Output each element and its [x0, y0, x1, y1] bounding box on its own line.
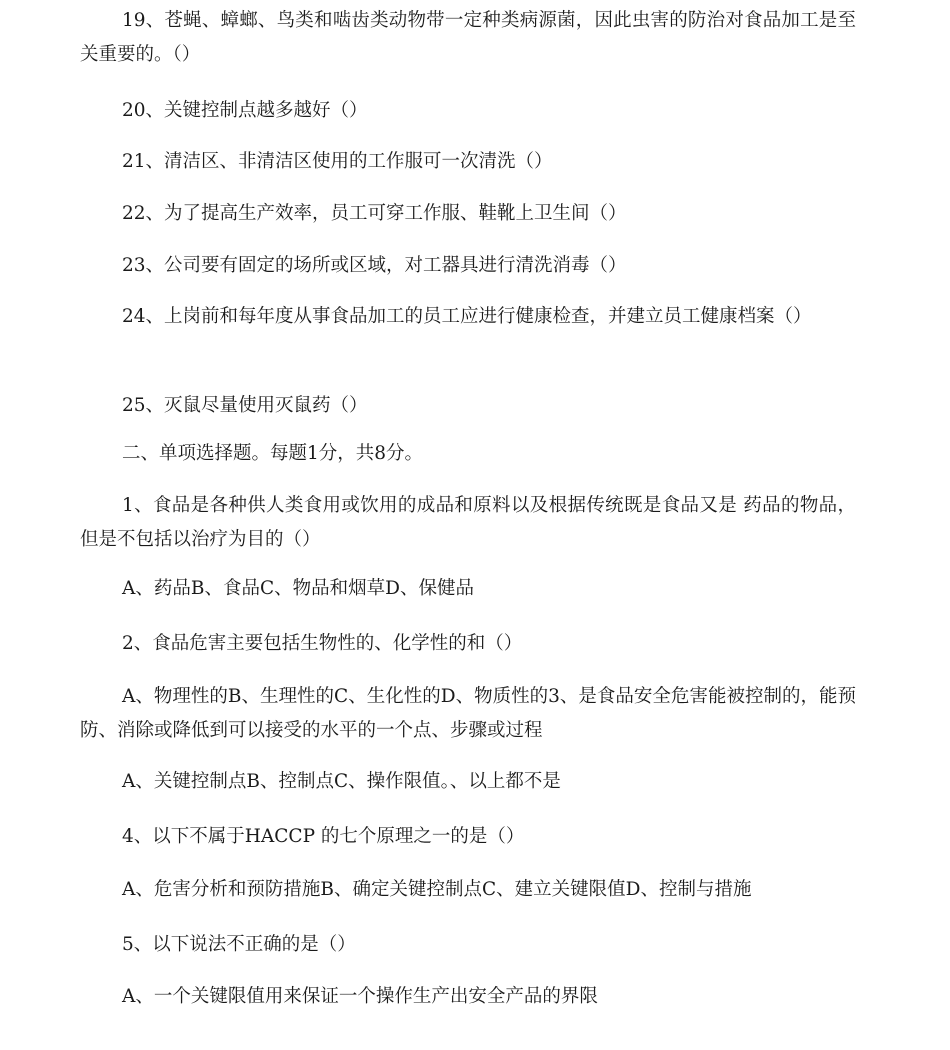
choice-options-1: A、药品B、食品C、物品和烟草D、保健品 [122, 578, 474, 599]
choice-question-2: 2、食品危害主要包括生物性的、化学性的和（） [122, 633, 523, 654]
question-25: 25、灭鼠尽量使用灭鼠药（） [122, 395, 368, 416]
choice-options-4: A、危害分析和预防措施B、确定关键控制点C、建立关键限值D、控制与措施 [122, 879, 752, 900]
question-21: 21、清洁区、非清洁区使用的工作服可一次清洗（） [122, 151, 553, 172]
choice-question-5: 5、以下说法不正确的是（） [122, 934, 356, 955]
question-22: 22、为了提高生产效率，员工可穿工作服、鞋靴上卫生间（） [122, 203, 627, 224]
question-19: 19、苍蝇、蟑螂、鸟类和啮齿类动物带一定种类病源菌，因此虫害的防治对食品加工是至关重要的。（） [80, 10, 856, 65]
question-24: 24、上岗前和每年度从事食品加工的员工应进行健康检查，并建立员工健康档案（） [122, 306, 812, 327]
question-20: 20、关键控制点越多越好（） [122, 100, 368, 121]
choice-options-3: A、关键控制点B、控制点C、操作限值。、以上都不是 [122, 771, 561, 792]
choice-options-2: A、物理性的B、生理性的C、生化性的D、物质性的3、是食品安全危害能被控制的，能预防、消除或降低到可以接受的水平的一个点、步骤或过程 [80, 686, 856, 741]
choice-option-5a: A、一个关键限值用来保证一个操作生产出安全产品的界限 [122, 986, 598, 1007]
question-23: 23、公司要有固定的场所或区域，对工器具进行清洗消毒（） [122, 255, 627, 276]
choice-question-4: 4、以下不属于HACCP 的七个原理之一的是（） [122, 826, 525, 847]
section-heading-single-choice: 二、单项选择题。每题1分，共8分。 [122, 443, 424, 464]
choice-question-1: 1、食品是各种供人类食用或饮用的成品和原料以及根据传统既是食品又是 药品的物品，但是不包括以治疗为目的（） [80, 495, 856, 550]
